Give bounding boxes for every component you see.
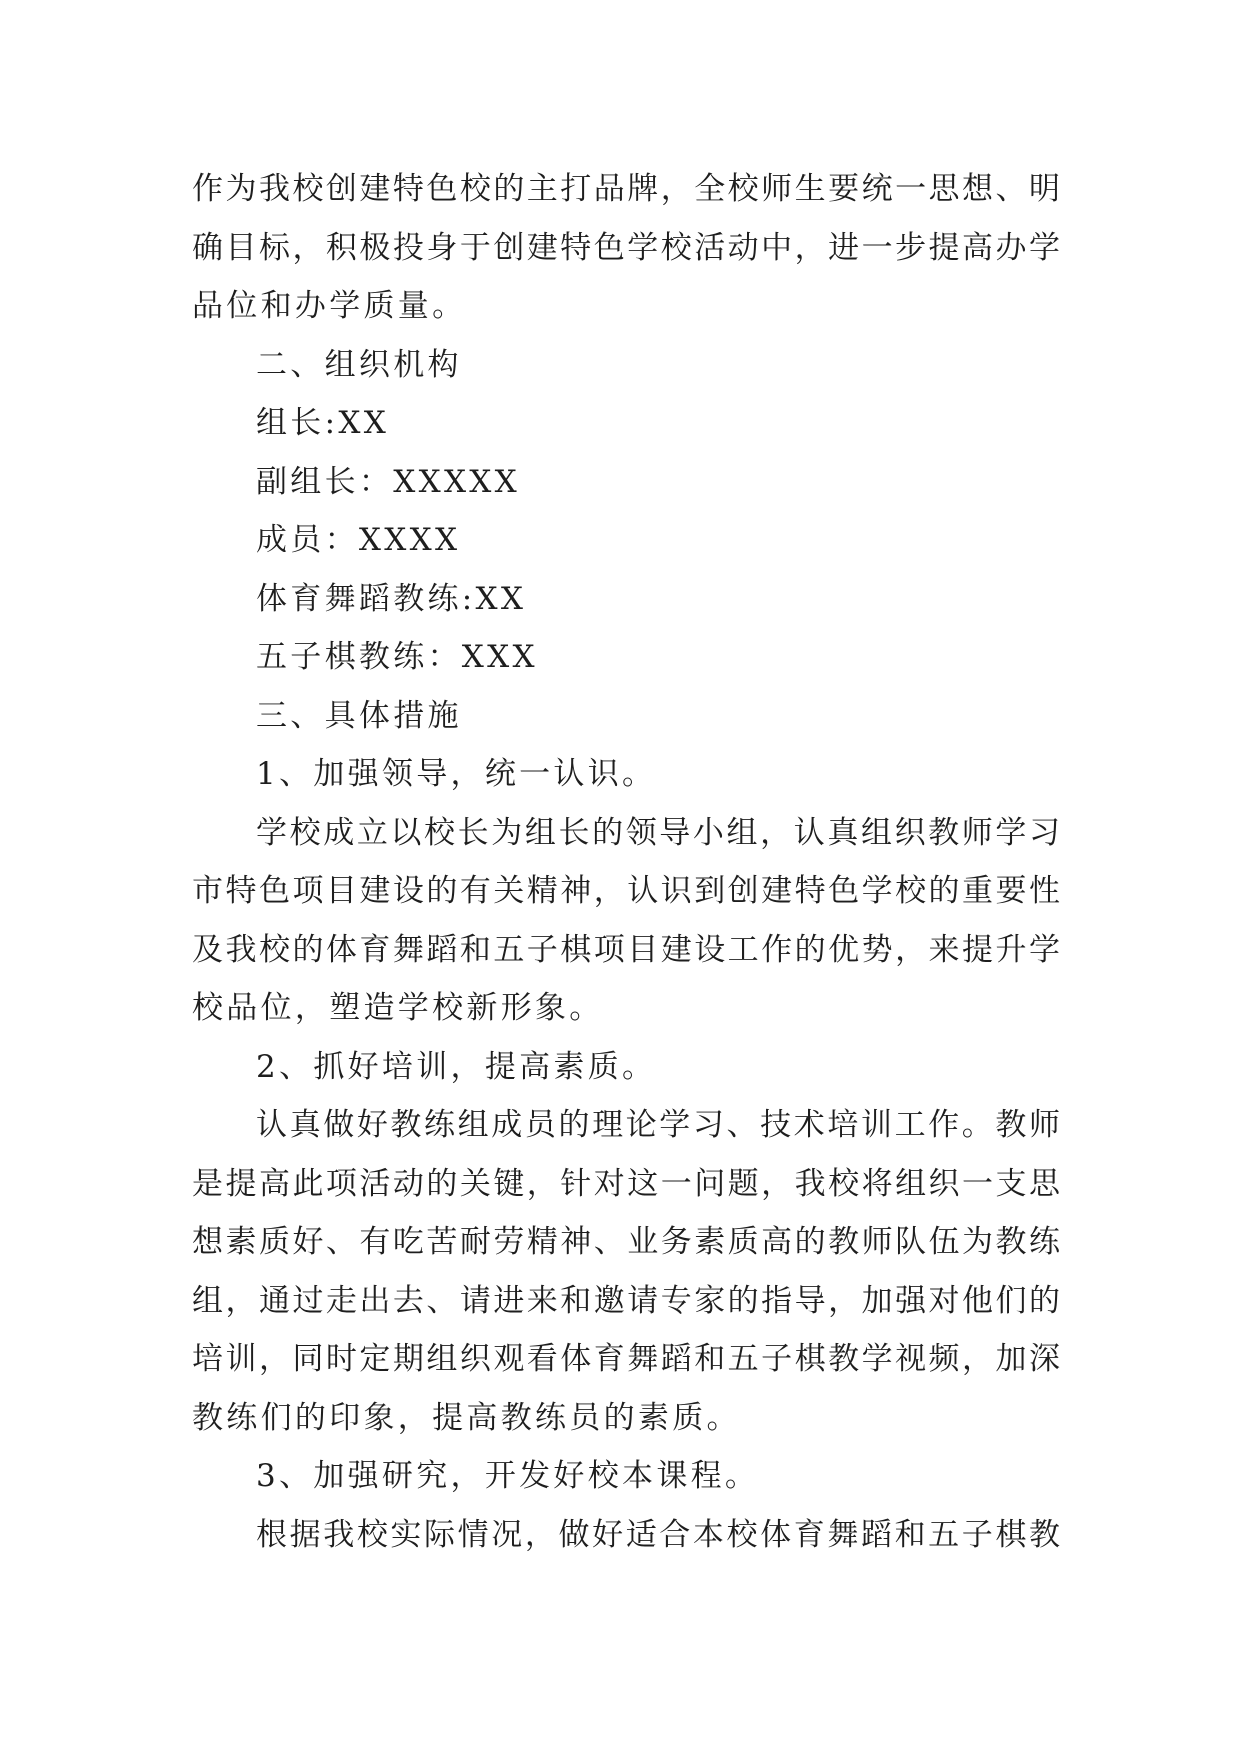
document-body xyxy=(192,160,1060,1564)
org-member-line: 成员：XXXX xyxy=(256,522,461,558)
paragraph-line: 是提高此项活动的关键，针对这一问题，我校将组织一支思 xyxy=(192,1165,1060,1202)
paragraph-line: 教练们的印象，提高教练员的素质。 xyxy=(192,1399,741,1436)
org-member-line: 副组长：XXXXX xyxy=(256,463,521,500)
paragraph-line: 确目标，积极投身于创建特色学校活动中，进一步提高办学 xyxy=(192,229,1060,266)
paragraph-line: 学校成立以校长为组长的领导小组，认真组织教师学习 xyxy=(256,814,1060,851)
subsection-heading: 2、抓好培训，提高素质。 xyxy=(256,1048,657,1085)
paragraph-line: 认真做好教练组成员的理论学习、技术培训工作。教师 xyxy=(256,1107,1060,1143)
section-heading: 二、组织机构 xyxy=(256,346,462,383)
paragraph-line: 及我校的体育舞蹈和五子棋项目建设工作的优势，来提升学 xyxy=(192,931,1060,968)
paragraph-line: 组，通过走出去、请进来和邀请专家的指导，加强对他们的 xyxy=(192,1282,1060,1319)
paragraph-line: 培训，同时定期组织观看体育舞蹈和五子棋教学视频，加深 xyxy=(192,1341,1060,1377)
paragraph-line: 根据我校实际情况，做好适合本校体育舞蹈和五子棋教 xyxy=(256,1516,1060,1553)
subsection-heading: 3、加强研究，开发好校本课程。 xyxy=(256,1458,760,1494)
org-member-line: 组长:XX xyxy=(256,405,390,441)
subsection-heading: 1、加强领导，统一认识。 xyxy=(256,756,657,792)
section-heading: 三、具体措施 xyxy=(256,697,462,734)
paragraph-line: 想素质好、有吃苦耐劳精神、业务素质高的教师队伍为教练 xyxy=(192,1224,1060,1260)
paragraph-line: 品位和办学质量。 xyxy=(192,288,467,324)
paragraph-line: 校品位，塑造学校新形象。 xyxy=(192,990,604,1026)
org-member-line: 五子棋教练：XXX xyxy=(256,639,538,675)
paragraph-line: 作为我校创建特色校的主打品牌，全校师生要统一思想、明 xyxy=(192,171,1060,207)
org-member-line: 体育舞蹈教练:XX xyxy=(256,580,527,617)
paragraph-line: 市特色项目建设的有关精神，认识到创建特色学校的重要性 xyxy=(192,873,1060,909)
